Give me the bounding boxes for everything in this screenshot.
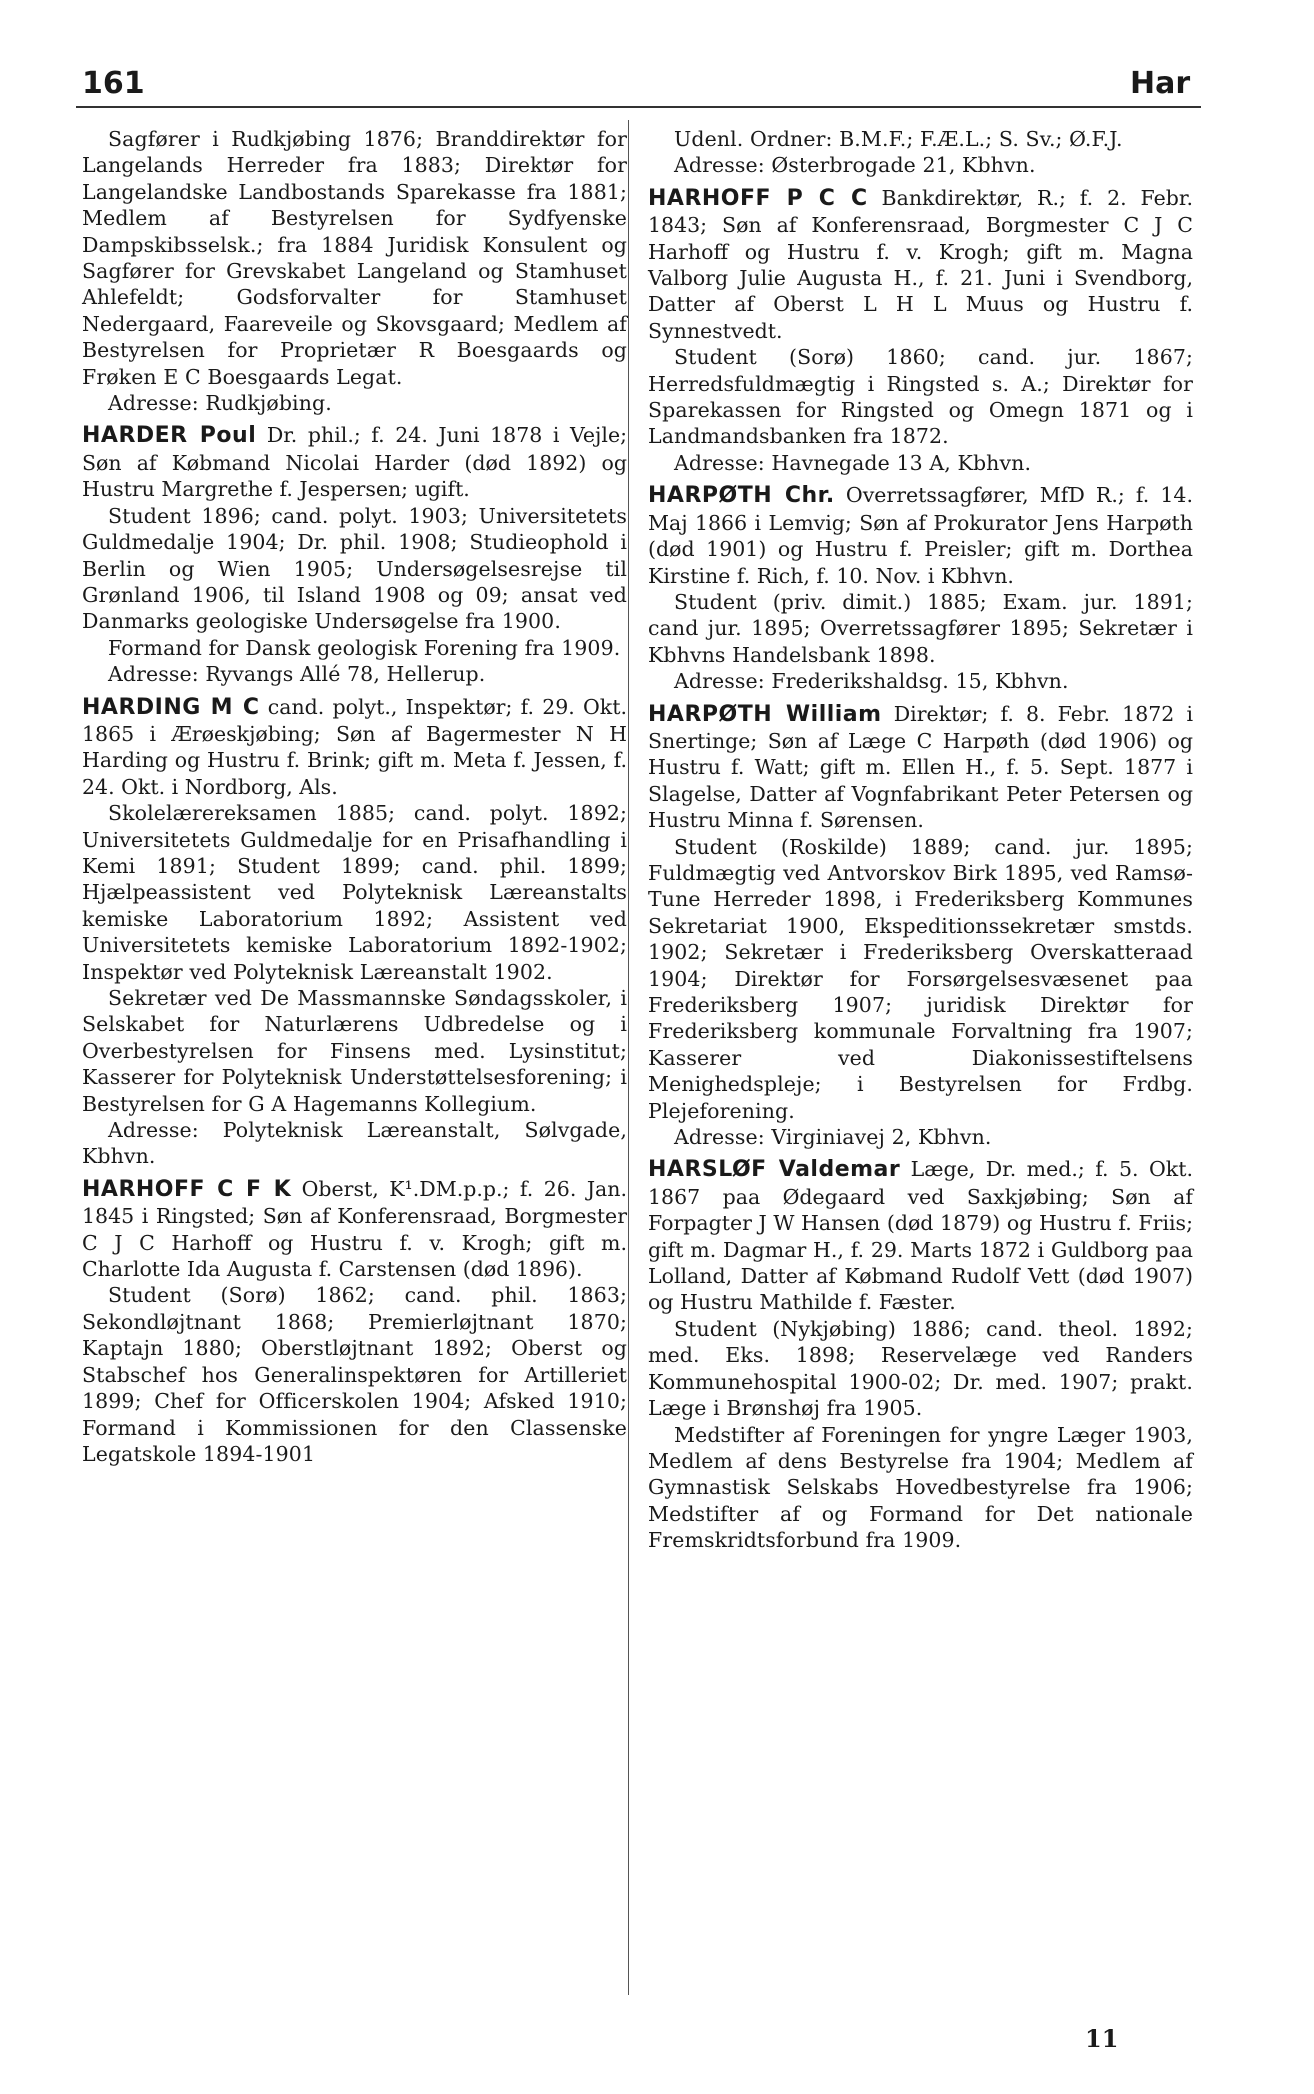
- entry-name: HARSLØF Valdemar: [648, 1157, 901, 1183]
- entry-heading-line: [82, 694, 627, 801]
- entry-address: Adresse: Frederikshaldsg. 15, Kbhvn.: [674, 669, 1069, 694]
- entry-paragraph: Student (Sorø) 1860; cand. jur. 1867; Herredsfuldmægtig i Ringsted s. A.; Direktør for Sparekassen for Ringsted og Omegn 1871 og i Landmandsbanken fra 1872.: [648, 345, 1193, 449]
- biography-entry: [648, 1156, 1193, 1553]
- page-number: 161: [82, 66, 145, 101]
- entry-name: HARDER Poul: [82, 423, 257, 449]
- biography-entry: [648, 482, 1193, 694]
- entry-paragraph: Sagfører i Rudkjøbing 1876; Branddirektør for Langelands Herreder fra 1883; Direktør for Langelandske Landbostands Sparekasse fra 1881; Medlem af Bestyrelsen for Sydfyenske Dampskibsselsk.; fra 1884 Juridisk Konsulent og Sagfører for Grevskabet Langeland og Stamhuset Ahlefeldt; Godsforvalter for Stamhuset Nedergaard, Faareveile og Skovsgaard; Medlem af Bestyrelsen for Proprietær R Boesgaards og Frøken E C Boesgaards Legat.: [82, 127, 627, 389]
- entry-address: Adresse: Ryvangs Allé 78, Hellerup.: [108, 662, 486, 687]
- entry-paragraph: Udenl. Ordner: B.M.F.; F.Æ.L.; S. Sv.; Ø.F.J.: [674, 127, 1123, 151]
- entry-paragraph: Skolelærereksamen 1885; cand. polyt. 1892; Universitetets Guldmedalje for en Prisafhandling i Kemi 1891; Student 1899; cand. phil. 1899; Hjælpeassistent ved Polyteknisk Læreanstalts kemiske Laboratorium 1892; Assistent ved Universitetets kemiske Laboratorium 1892-1902; Inspektør ved Polyteknisk Læreanstalt 1902.: [82, 801, 627, 984]
- entry-heading-line: [82, 422, 627, 502]
- entry-address: Adresse: Østerbrogade 21, Kbhvn.: [674, 153, 1036, 178]
- entry-lead-text: Oberst, K¹.DM.p.p.; f. 26. Jan. 1845 i Ringsted; Søn af Konferensraad, Borgmester C J C Harhoff og Hustru f. v. Krogh; gift m. Charlotte Ida Augusta f. Carstensen (død 1896).: [82, 1176, 627, 1282]
- entry-heading-line: [648, 482, 1193, 589]
- left-column: [82, 126, 627, 1473]
- entry-name: HARDING M C: [82, 694, 260, 720]
- header-rule: [76, 106, 1201, 108]
- entry-paragraph: Student 1896; cand. polyt. 1903; Universitetets Guldmedalje 1904; Dr. phil. 1908; Studieophold i Berlin og Wien 1905; Undersøgelsesrejse til Grønland 1906, til Island 1908 og 09; ansat ved Danmarks geologiske Undersøgelse fra 1900.: [82, 503, 627, 634]
- entry-paragraph: Student (priv. dimit.) 1885; Exam. jur. 1891; cand jur. 1895; Overretssagfører 1895; Sekretær i Kbhvns Handelsbank 1898.: [648, 589, 1193, 667]
- entry-lead-text: Overretssagfører, MfD R.; f. 14. Maj 1866 i Lemvig; Søn af Prokurator Jens Harpøth (død 1901) og Hustru f. Preisler; gift m. Dorthea Kirstine f. Rich, f. 10. Nov. i Kbhvn.: [648, 483, 1193, 588]
- entry-paragraph: Student (Sorø) 1862; cand. phil. 1863; Sekondløjtnant 1868; Premierløjtnant 1870; Kaptajn 1880; Oberstløjtnant 1892; Oberst og Stabschef hos Generalinspektøren for Artilleriet 1899; Chef for Officerskolen 1904; Afsked 1910; Formand i Kommissionen for den Classenske Legatskole 1894-1901: [82, 1283, 627, 1466]
- entry-paragraph: Formand for Dansk geologisk Forening fra 1909.: [108, 635, 621, 660]
- entry-lead-text: cand. polyt., Inspektør; f. 29. Okt. 1865 i Ærøeskjøbing; Søn af Bagermester N H Harding og Hustru f. Brink; gift m. Meta f. Jessen, f. 24. Okt. i Nordborg, Als.: [82, 694, 627, 799]
- page-header: [0, 0, 1314, 110]
- entry-heading-line: [82, 1176, 627, 1283]
- entry-name: HARHOFF C F K: [82, 1176, 292, 1202]
- running-head: Har: [1130, 66, 1191, 101]
- entry-address: Adresse: Polyteknisk Læreanstalt, Sølvgade, Kbhvn.: [82, 1118, 627, 1169]
- entry-address: Adresse: Havnegade 13 A, Kbhvn.: [674, 450, 1032, 475]
- entry-heading-line: [648, 1156, 1193, 1315]
- entry-lead-text: Direktør; f. 8. Febr. 1872 i Snertinge; Søn af Læge C Harpøth (død 1906) og Hustru f. Watt; gift m. Ellen H., f. 5. Sept. 1877 i Slagelse, Datter af Vognfabrikant Peter Petersen og Hustru Minna f. Sørensen.: [648, 701, 1194, 833]
- entry-heading-line: [648, 701, 1193, 834]
- entry-paragraph: Sekretær ved De Massmannske Søndagsskoler, i Selskabet for Naturlærens Udbredelse og i Overbestyrelsen for Finsens med. Lysinstitut; Kasserer for Polyteknisk Understøttelsesforening; i Bestyrelsen for G A Hagemanns Kollegium.: [82, 986, 627, 1116]
- entry-heading-line: [648, 185, 1193, 344]
- entry-paragraph: Student (Nykjøbing) 1886; cand. theol. 1892; med. Eks. 1898; Reservelæge ved Randers Kommunehospital 1900-02; Dr. med. 1907; prakt. Læge i Brønshøj fra 1905.: [648, 1316, 1193, 1421]
- entry-continuation: [82, 126, 627, 416]
- biography-entry: [648, 701, 1193, 1151]
- entry-lead-text: Dr. phil.; f. 24. Juni 1878 i Vejle; Søn af Købmand Nicolai Harder (død 1892) og Hustru Margrethe f. Jespersen; ugift.: [82, 423, 627, 502]
- entry-address: Adresse: Rudkjøbing.: [108, 391, 332, 416]
- entry-name: HARHOFF P C C: [648, 185, 868, 211]
- biography-entry: [82, 1176, 627, 1467]
- entry-paragraph: Student (Roskilde) 1889; cand. jur. 1895; Fuldmægtig ved Antvorskov Birk 1895, ved Ramsø-Tune Herreder 1898, i Frederiksberg Kommunes Sekretariat 1900, Ekspeditionssekretær smstds. 1902; Sekretær i Frederiksberg Overskattera​ad 1904; Direktør for Forsørgelsesvæsenet paa Frederiksberg 1907; juridisk Direktør for Frederiksberg kommunale Forvaltning fra 1907; Kasserer ved Diakonissestiftelsens Menighedspleje; i Bestyrelsen for Frdbg. Plejeforening.: [648, 834, 1193, 1123]
- entry-continuation: [648, 126, 1193, 179]
- biography-entry: [648, 185, 1193, 476]
- entry-lead-text: Bankdirektør, R.; f. 2. Febr. 1843; Søn af Konferensraad, Borgmester C J C Harhoff og Hustru f. v. Krogh; gift m. Magna Valborg Julie Augusta H., f. 21. Juni i Svendborg, Datter af Oberst L H L Muus og Hustru f. Synnestvedt.: [648, 185, 1193, 343]
- signature-mark: 11: [1085, 2024, 1119, 2053]
- entry-paragraph: Medstifter af Foreningen for yngre Læger 1903, Medlem af dens Bestyrelse fra 1904; Medlem af Gymnastisk Selskabs Hovedbestyrelse fra 1906; Medstifter af og Formand for Det nationale Fremskridtsforbund fra 1909.: [648, 1422, 1193, 1553]
- right-column: [648, 126, 1193, 1560]
- entry-address: Adresse: Virginiavej 2, Kbhvn.: [674, 1125, 992, 1150]
- biography-entry: [82, 694, 627, 1170]
- biography-entry: [82, 422, 627, 687]
- entry-name: HARPØTH Chr.: [648, 483, 835, 509]
- entry-name: HARPØTH William: [648, 701, 882, 727]
- entry-lead-text: Læge, Dr. med.; f. 5. Okt. 1867 paa Ødegaard ved Saxkjøbing; Søn af Forpagter J W Hansen (død 1879) og Hustru f. Friis; gift m. Dagmar H., f. 29. Marts 1872 i Guldborg paa Lolland, Datter af Købmand Rudolf Vett (død 1907) og Hustru Mathilde f. Fæster.: [648, 1157, 1193, 1315]
- column-divider: [628, 120, 629, 1995]
